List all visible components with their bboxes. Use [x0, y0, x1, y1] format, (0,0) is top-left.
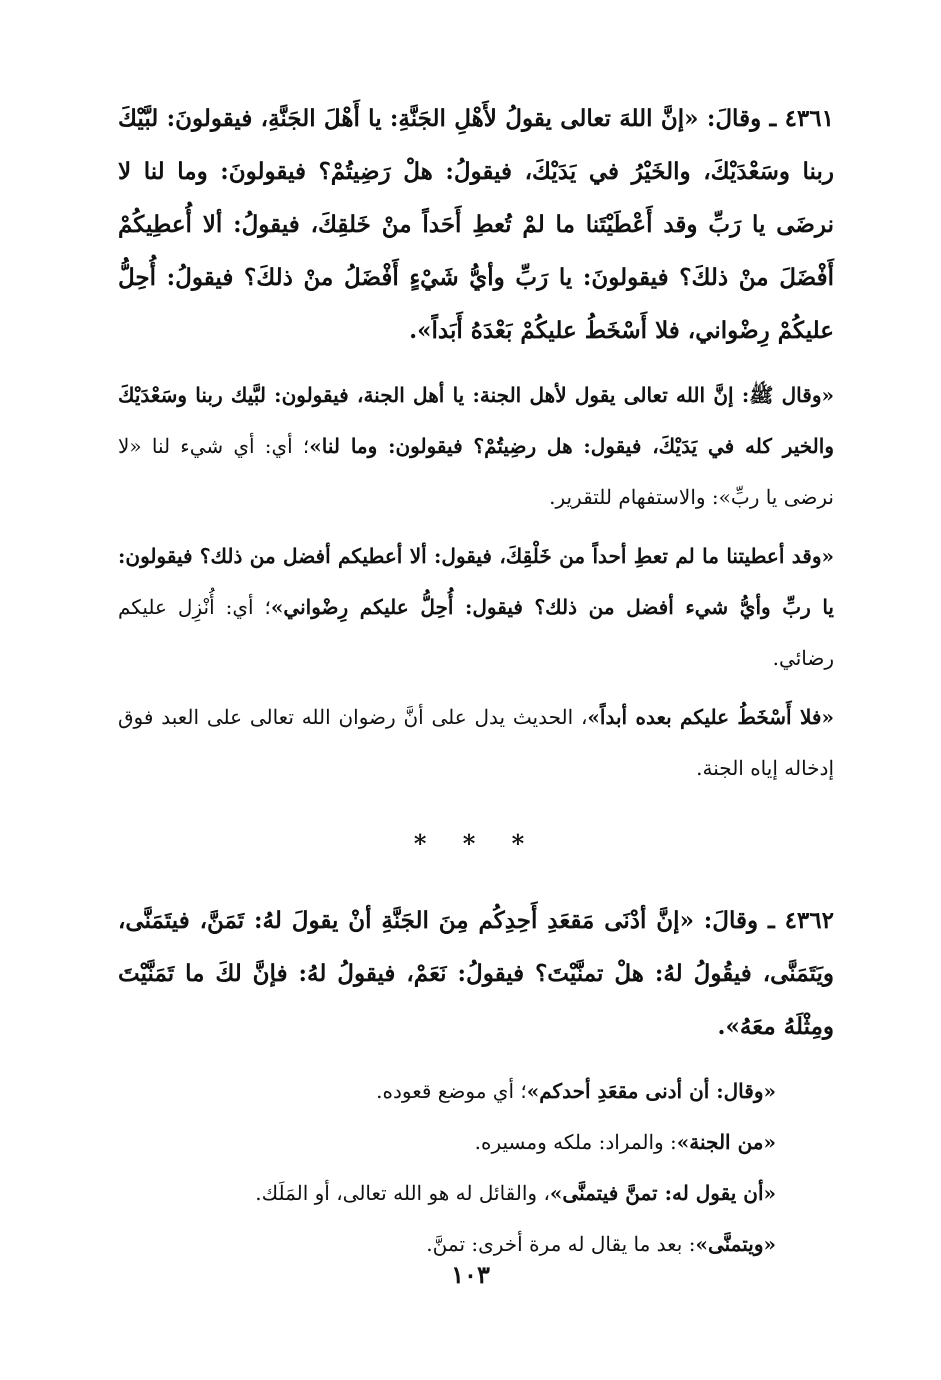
note-text: : بعد ما يقال له مرة أخرى: تمنَّ.	[426, 1232, 696, 1256]
commentary-paragraph	[118, 531, 834, 684]
note-line	[118, 1168, 776, 1219]
note-line	[118, 1066, 776, 1117]
note-quote: «وقال: أن أدنى مقعَدِ أحدكم»	[526, 1079, 776, 1103]
commentary-paragraph	[118, 370, 834, 523]
note-text: : والمراد: ملكه ومسيره.	[474, 1130, 677, 1154]
note-line	[118, 1117, 776, 1168]
hadith-4362: ٤٣٦٢ ـ وقالَ: «إنَّ أدْنَى مَقعَدِ أَحِدِكُم مِنَ الجَنَّةِ أنْ يقولَ لهُ: تَمَنَّ، فيتَمَنَّى، ويَتَمَنَّى، فيقُولُ لهُ: هلْ تمنَّيْتَ؟ فيقولُ: نَعَمْ، فيقولُ لهُ: فإنَّ لكَ ما تَمَنَّيْتَ ومِثْلَهُ معَهُ».	[118, 907, 834, 1040]
note-quote: «من الجنة»	[676, 1130, 776, 1154]
page-body	[118, 92, 834, 1270]
commentary-quote: «وقد أعطيتنا ما لم تعطِ أحداً من خَلْقِكَ، فيقول: ألا أعطيكم أفضل من ذلك؟ فيقولون: يا ربِّ وأيُّ شيء أفضل من ذلك؟ فيقول: أُحِلُّ عليكم رِضْواني»	[118, 544, 834, 619]
page-number: ١٠٣	[451, 1260, 490, 1289]
notes-block	[118, 1066, 834, 1270]
note-quote: «ويتمنَّى»	[695, 1232, 776, 1256]
hadith-4361: ٤٣٦١ ـ وقالَ: «إنَّ اللهَ تعالى يقولُ لأَهْلِ الجَنَّةِ: يا أَهْلَ الجَنَّةِ، فيقولونَ: لبَّيْكَ ربنا وسَعْدَيْكَ، والخَيْرُ في يَدَيْكَ، فيقولُ: هلْ رَضِيتُمْ؟ فيقولونَ: وما لنا لا نرضَى يا رَبِّ وقد أَعْطَيْتَنا ما لمْ تُعطِ أَحَداً منْ خَلقِكَ، فيقولُ: ألا أُعطِيكُمْ أَفْضَلَ منْ ذلكَ؟ فيقولونَ: يا رَبِّ وأيُّ شَيْءٍ أَفْضَلُ منْ ذلكَ؟ فيقولُ: أُحِلُّ عليكُمْ رِضْواني، فلا أَسْخَطُ عليكُمْ بَعْدَهُ أَبَداً».	[118, 105, 834, 344]
note-text: ؛ أي موضع قعوده.	[376, 1079, 527, 1103]
commentary-text: ؛ أي: أُنْزِل عليكم رضائي.	[118, 595, 834, 670]
commentary-paragraph	[118, 692, 834, 794]
commentary-text: ، الحديث يدل على أنَّ رضوان الله تعالى على العبد فوق إدخاله إياه الجنة.	[118, 705, 834, 780]
commentary-quote: «فلا أَسْخَطُ عليكم بعده أبداً»	[587, 705, 834, 729]
note-text: ، والقائل له هو الله تعالى، أو المَلَك.	[255, 1181, 550, 1205]
section-separator: * * *	[413, 829, 539, 858]
commentary-quote: «وقال ﷺ: إنَّ الله تعالى يقول لأهل الجنة: يا أهل الجنة، فيقولون: لبَّيك ربنا وسَعْدَيْكَ والخير كله في يَدَيْكَ، فيقول: هل رضِيتُمْ؟ فيقولون: وما لنا»	[118, 383, 834, 458]
commentary-text: ؛ أي: أي شيء لنا «لا نرضى يا ربِّ»: والاستفهام للتقرير.	[118, 434, 834, 509]
note-quote: «أن يقول له: تمنَّ فيتمنَّى»	[549, 1181, 776, 1205]
